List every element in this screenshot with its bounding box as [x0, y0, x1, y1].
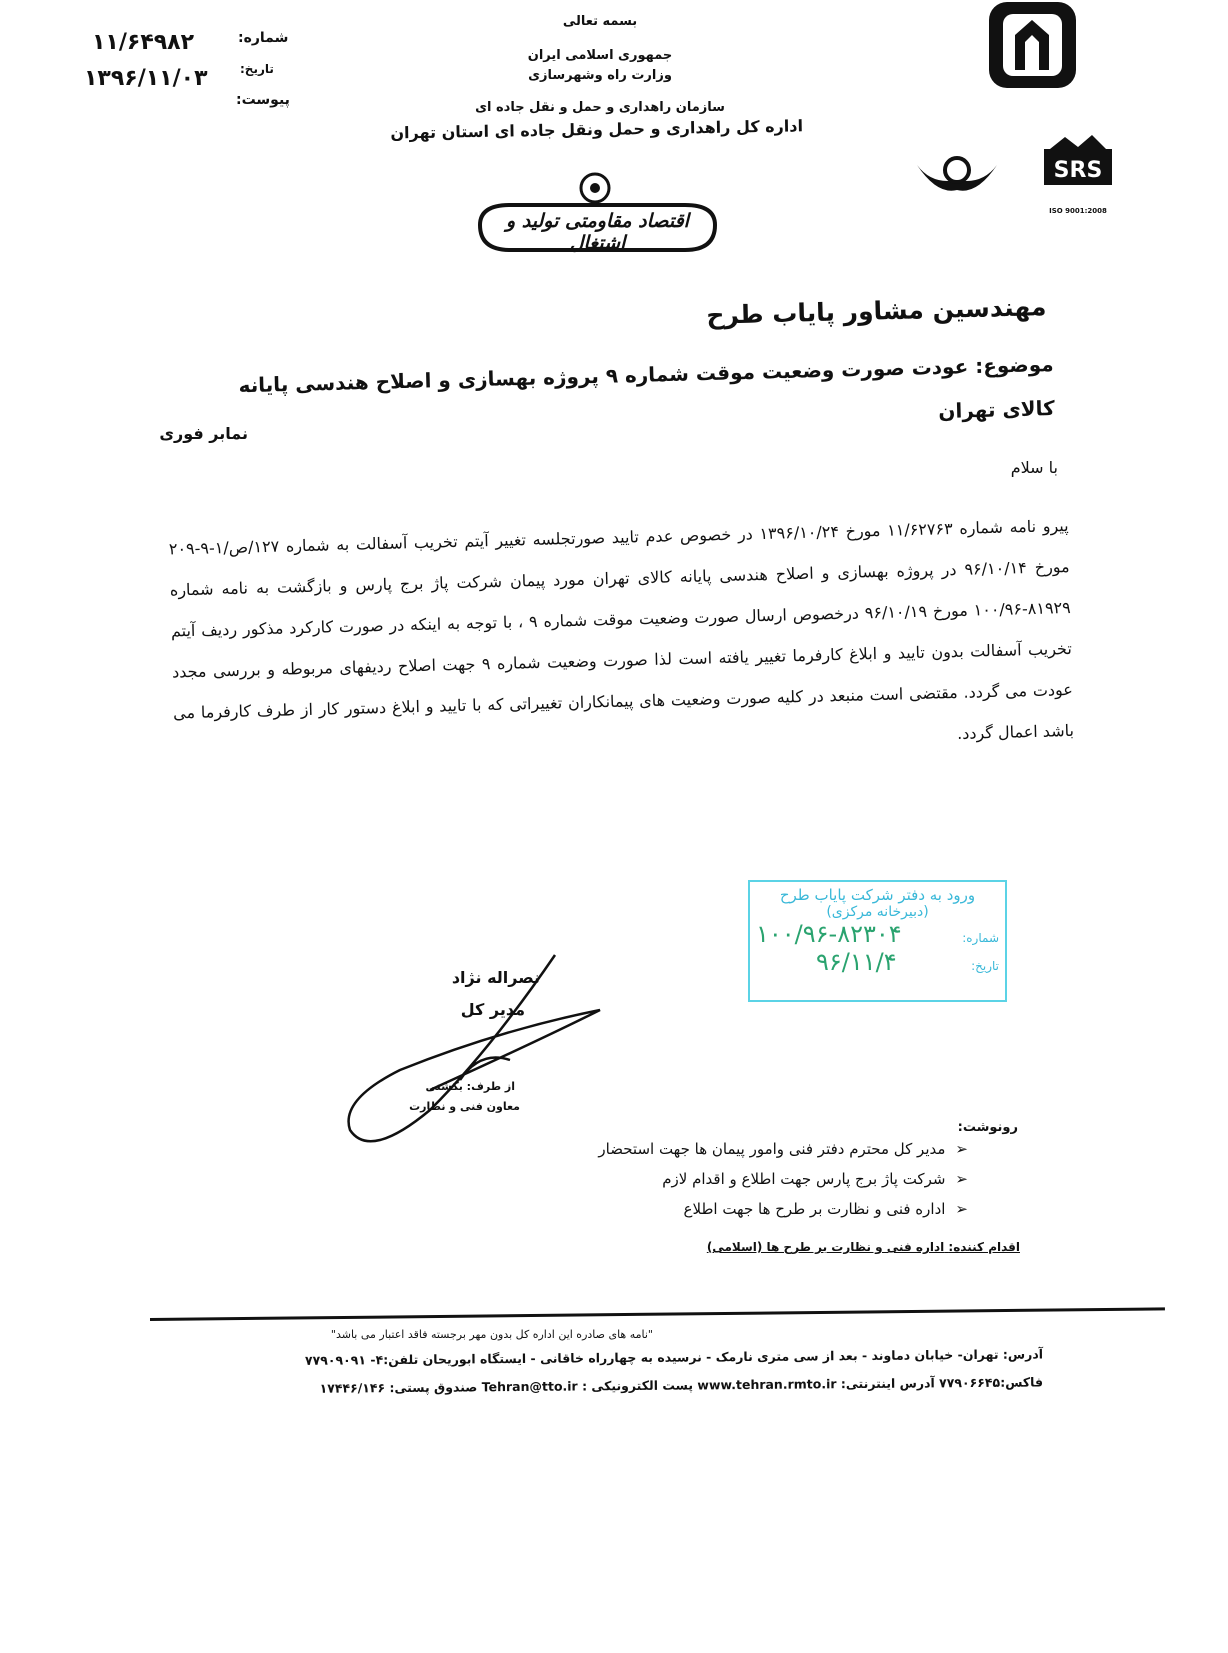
rmto-logo — [985, 0, 1080, 92]
stamp-date: ۹۶/۱۱/۴ — [816, 948, 897, 976]
receipt-stamp — [748, 880, 1007, 1002]
country-name: جمهوری اسلامی ایران — [527, 48, 673, 63]
recipient: مهندسین مشاور پایاب طرح — [706, 292, 1047, 330]
stamp-line1: ورود به دفتر شرکت پایاب طرح — [779, 886, 976, 904]
attachment-label: پیوست: — [236, 92, 290, 108]
cc-item: ➢مدیر کل محترم دفتر فنی وامور پیمان ها جهت استحضار — [598, 1140, 968, 1158]
signatory-title: مدیر کل — [460, 1000, 525, 1019]
stamp-number-label: شماره: — [962, 931, 999, 945]
iso-text: ISO 9001:2008 — [1049, 207, 1107, 215]
stamp-line2: (دبیرخانه مرکزی) — [826, 904, 929, 920]
footer-notice: "نامه های صادره این اداره کل بدون مهر برجسته فاقد اعتبار می باشد" — [330, 1328, 653, 1341]
footer-address: آدرس: تهران- خیابان دماوند - بعد از سی متری نارمک - نرسیده به چهارراه خاقانی - ایستگاه ابوریحان تلفن:۴- ۷۷۹۰۹۰۹۱ — [304, 1346, 1044, 1368]
svg-text:SRS: SRS — [1053, 158, 1103, 183]
emblem-logo — [912, 150, 1002, 202]
signature-block — [340, 950, 610, 1150]
stamp-number: ۱۰۰/۹۶-۸۲۳۰۴ — [756, 920, 902, 948]
deputy-title: معاون فنی و نظارت — [409, 1100, 520, 1113]
economy-slogan-seal — [470, 170, 725, 260]
letter-date: ۱۳۹۶/۱۱/۰۳ — [84, 66, 208, 91]
organization-name: سازمان راهداری و حمل و نقل جاده ای — [475, 100, 725, 115]
number-label: شماره: — [238, 30, 289, 46]
arrow-bullet-icon: ➢ — [955, 1140, 968, 1158]
basmala: بسمه تعالی — [562, 14, 638, 29]
ministry-name: وزارت راه وشهرسازی — [528, 68, 672, 83]
cc-list — [508, 1140, 968, 1230]
footer-divider — [150, 1307, 1165, 1321]
date-label: تاریخ: — [240, 62, 274, 76]
action-by: اقدام کننده: اداره فنی و نظارت بر طرح ها (اسلامی) — [706, 1240, 1020, 1254]
signatory-name: نصراله نژاد — [451, 968, 540, 987]
arrow-bullet-icon: ➢ — [955, 1200, 968, 1218]
stamp-date-label: تاریخ: — [971, 959, 999, 973]
footer-contact: فاکس:۷۷۹۰۶۶۴۵ آدرس اینترنتی: www.tehran.rmto.ir پست الکترونیکی : Tehran@tto.ir صندوق پستی: ۱۷۴۴۶/۱۴۶ — [319, 1374, 1044, 1396]
letter-body: پیرو نامه شماره ۱۱/۶۲۷۶۳ مورخ ۱۳۹۶/۱۰/۲۴ در خصوص عدم تایید صورتجلسه تغییر آیتم تخریب آسفالت به شماره ۱۲۷/ص/۱-۹-۲۰۹ مورخ ۹۶/۱۰/۱۴ در پروژه بهسازی و اصلاح هندسی پایانه کالای تهران مورد پیمان شرکت پاژ برج پارس و بازگشت به نامه شماره ۸۱۹۲۹-۱۰۰/۹۶ مورخ ۹۶/۱۰/۱۹ درخصوص ارسال صورت وضعیت موقت شماره ۹ ، با توجه به اینکه در صورت کارکرد مذکور ردیف آیتم تخریب آسفالت بدون تایید و ابلاغ کارفرما تغییر یافته است لذا صورت وضعیت شماره ۹ جهت اصلاح ردیفهای مربوطه و بررسی مجدد عودت می گردد. مقتضی است منبعد در کلیه صورت وضعیت های پیمانکاران تغییراتی که با تایید و ابلاغ دستور کار از طرف کارفرما می باشد اعمال گردد. — [168, 515, 1075, 743]
iso-certification-logo — [1040, 135, 1116, 215]
seal-text: اقتصاد مقاومتی تولید و اشتغال — [506, 210, 689, 254]
greeting: با سلام — [1010, 458, 1058, 477]
cc-item: ➢شرکت پاژ برج پارس جهت اطلاع و اقدام لازم — [662, 1170, 968, 1188]
on-behalf: از طرف: بکشتی — [425, 1080, 515, 1093]
department-name: اداره کل راهداری و حمل ونقل جاده ای استان تهران — [390, 116, 804, 143]
subject: موضوع: عودت صورت وضعیت موقت شماره ۹ پروژه بهسازی و اصلاح هندسی پایانه کالای تهران — [238, 351, 1056, 424]
urgency-note: نمابر فوری — [159, 424, 248, 443]
cc-item: ➢اداره فنی و نظارت بر طرح ها جهت اطلاع — [683, 1200, 968, 1218]
letter-number: ۱۱/۶۴۹۸۲ — [92, 30, 195, 55]
cc-label: رونوشت: — [957, 1120, 1018, 1135]
arrow-bullet-icon: ➢ — [955, 1170, 968, 1188]
